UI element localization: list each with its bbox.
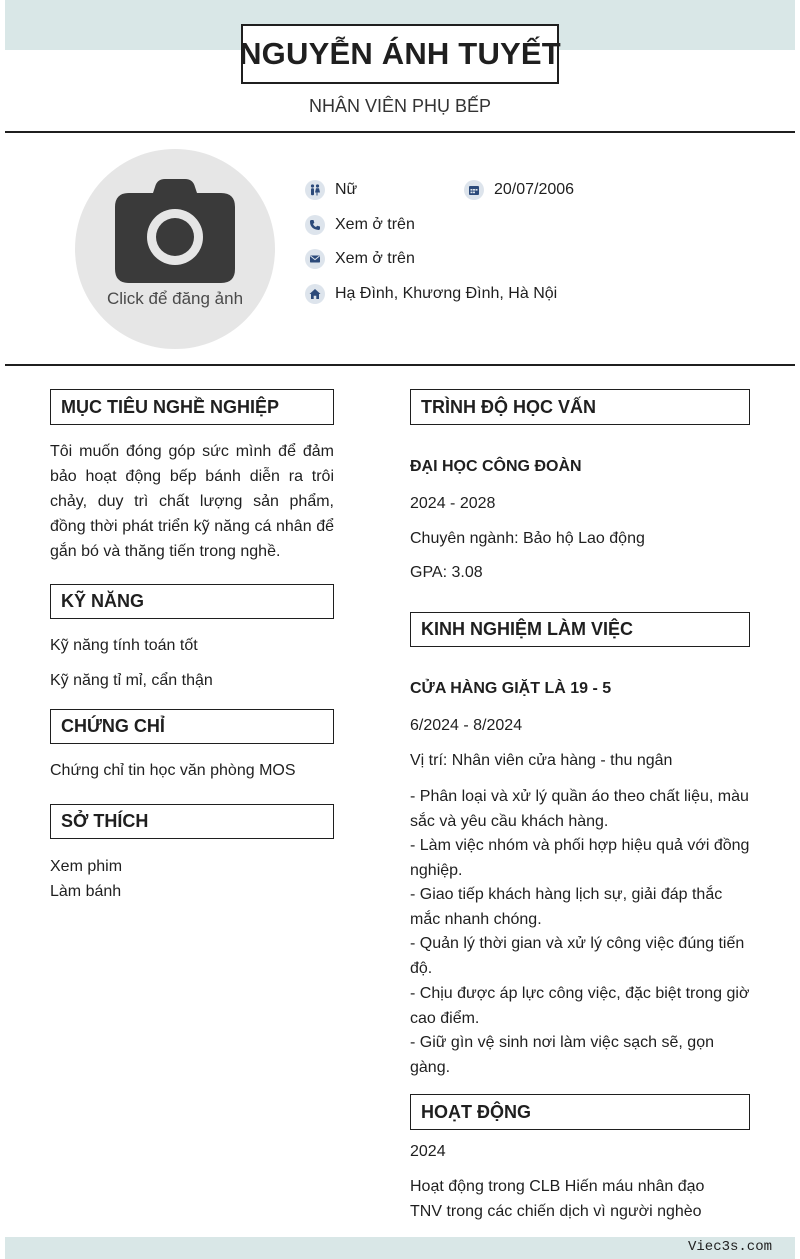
job-title: NHÂN VIÊN PHỤ BẾP	[308, 96, 492, 116]
phone-icon	[305, 215, 325, 235]
name-box	[241, 24, 559, 84]
education-period: 2024 - 2028	[410, 495, 496, 512]
experience-title: KINH NGHIỆM LÀM VIỆC	[421, 619, 634, 639]
hobbies-title: SỞ THÍCH	[61, 811, 149, 831]
camera-icon	[115, 179, 235, 283]
home-icon	[305, 284, 325, 304]
certificates-header	[50, 709, 334, 744]
hobby-item: Xem phim	[50, 858, 123, 875]
skill-item: Kỹ năng tính toán tốt	[50, 637, 198, 654]
objective-title: MỤC TIÊU NGHỀ NGHIỆP	[61, 396, 280, 417]
education-header	[410, 389, 750, 425]
divider-middle	[5, 364, 795, 366]
gender-icon	[305, 180, 325, 200]
birthday-value: 20/07/2006	[494, 181, 575, 198]
footer-band	[5, 1237, 795, 1259]
experience-position: Vị trí: Nhân viên cửa hàng - thu ngân	[410, 752, 673, 769]
skills-title: KỸ NĂNG	[61, 591, 145, 611]
calendar-icon	[464, 180, 484, 200]
birthday-item	[464, 180, 574, 200]
hobby-item: Làm bánh	[50, 883, 122, 900]
divider-top	[5, 131, 795, 133]
experience-duty: - Quản lý thời gian và xử lý công việc đúng tiến độ.	[410, 935, 745, 977]
certificates-title: CHỨNG CHỈ	[61, 716, 165, 736]
activities-title: HOẠT ĐỘNG	[421, 1101, 531, 1122]
footer-brand: Viec3s.com	[687, 1239, 772, 1255]
education-gpa: GPA: 3.08	[410, 564, 483, 581]
experience-duty: - Phân loại và xử lý quần áo theo chất liệu, màu sắc và yêu cầu khách hàng.	[410, 788, 749, 830]
objective-text: Tôi muốn đóng góp sức mình để đảm bảo hoạt động bếp bánh diễn ra trôi chảy, duy trì chất lượng sản phẩm, đồng thời phát triển kỹ năng cá nhân để gắn bó và thăng tiến trong nghề.	[50, 443, 334, 560]
address-item	[305, 284, 557, 304]
email-item	[305, 249, 415, 269]
experience-header	[410, 612, 750, 647]
certificate-item: Chứng chỉ tin học văn phòng MOS	[50, 762, 296, 779]
mail-icon	[305, 249, 325, 269]
education-title: TRÌNH ĐỘ HỌC VẤN	[421, 396, 596, 417]
skills-header	[50, 584, 334, 619]
activity-text: Hoạt động trong CLB Hiến máu nhân đạo TNV trong các chiến dịch vì người nghèo	[410, 1178, 705, 1220]
school-name: ĐẠI HỌC CÔNG ĐOÀN	[410, 458, 582, 475]
activities-header	[410, 1094, 750, 1130]
experience-duty: - Chịu được áp lực công việc, đặc biệt trong giờ cao điểm.	[410, 985, 750, 1027]
email-value: Xem ở trên	[335, 250, 415, 267]
candidate-name: NGUYỄN ÁNH TUYẾT	[239, 36, 561, 71]
gender-value: Nữ	[335, 181, 358, 198]
skill-item: Kỹ năng tỉ mỉ, cẩn thận	[50, 672, 213, 689]
phone-item	[305, 215, 415, 235]
company-name: CỬA HÀNG GIẶT LÀ 19 - 5	[410, 680, 612, 697]
objective-header	[50, 389, 334, 425]
experience-duty: - Làm việc nhóm và phối hợp hiệu quả với đồng nghiệp.	[410, 837, 750, 879]
activity-year: 2024	[410, 1143, 446, 1160]
experience-period: 6/2024 - 8/2024	[410, 717, 523, 734]
hobbies-header	[50, 804, 334, 839]
education-major: Chuyên ngành: Bảo hộ Lao động	[410, 530, 645, 547]
avatar-caption: Click để đăng ảnh	[106, 289, 244, 308]
address-value: Hạ Đình, Khương Đình, Hà Nội	[335, 285, 558, 302]
phone-value: Xem ở trên	[335, 216, 415, 233]
experience-duty: - Giữ gìn vệ sinh nơi làm việc sạch sẽ, gọn gàng.	[410, 1034, 714, 1076]
avatar-upload[interactable]	[75, 149, 275, 349]
experience-duty: - Giao tiếp khách hàng lịch sự, giải đáp thắc mắc nhanh chóng.	[410, 886, 723, 928]
gender-item	[305, 180, 357, 200]
